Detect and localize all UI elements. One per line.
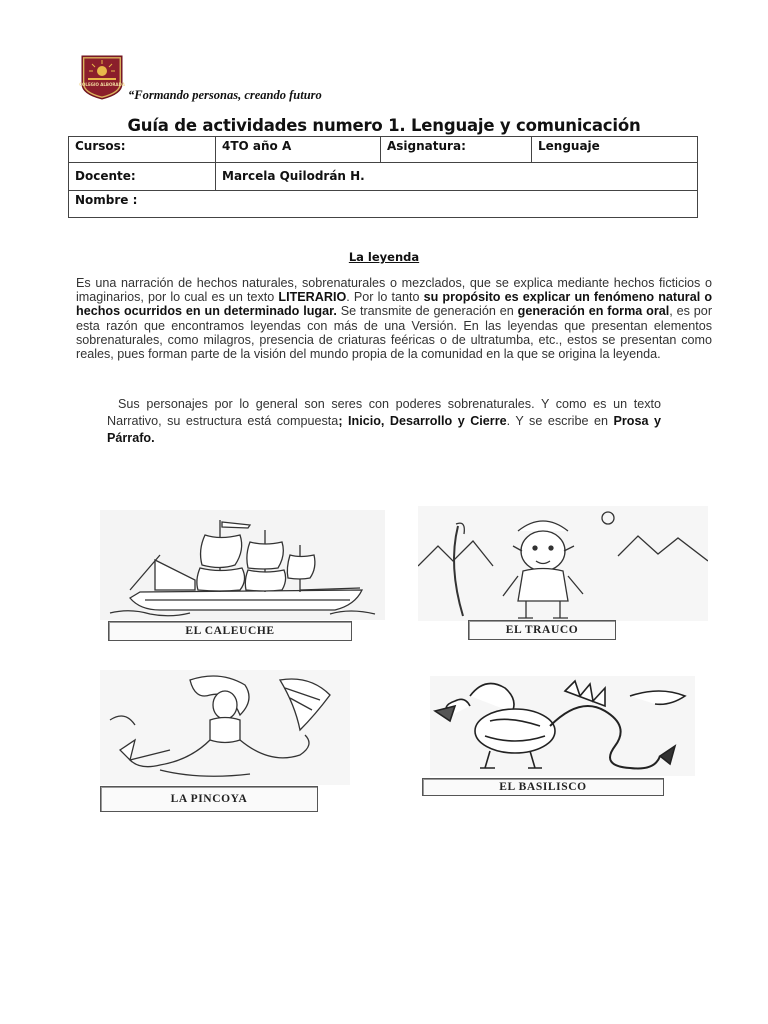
basilisco-label: EL BASILISCO — [422, 778, 664, 796]
pincoya-label: LA PINCOYA — [100, 786, 318, 812]
paragraph-characters: Sus personajes por lo general son seres con poderes sobrenaturales. Y como es un texto Narrativo, su estructura está compuesta; Inicio, Desarrollo y Cierre. Y se escribe en Prosa y Párrafo. — [107, 397, 661, 445]
svg-text:COLEGIO ALBORADA: COLEGIO ALBORADA — [79, 82, 125, 87]
asignatura-value: Lenguaje — [532, 137, 698, 163]
basilisco-illustration — [430, 676, 695, 793]
caleuche-label: EL CALEUCHE — [108, 621, 352, 641]
asignatura-label: Asignatura: — [381, 137, 532, 163]
trauco-illustration — [418, 506, 708, 636]
paragraph-definition: Es una narración de hechos naturales, sobrenaturales o mezclados, que se explica mediante hechos ficticios o imaginarios, por lo cual es un texto LITERARIO. Por lo tanto su propósito es explicar un fenómeno natural o hechos ocurridos en un determinado lugar. Se transmite de generación en generación en forma oral, es por esta razón que encontramos leyendas con más de una Versión. En las leyendas que presentan elementos sobrenaturales, como milagros, presencia de criaturas feéricas o de ultratumba, etc., estos se presentan como reales, pues forman parte de la visión del mundo propia de la comunidad en la que se origina la leyenda. — [76, 276, 713, 362]
pincoya-illustration — [100, 670, 350, 805]
caleuche-illustration — [100, 510, 385, 637]
docente-label: Docente: — [69, 163, 216, 191]
cursos-value: 4TO año A — [216, 137, 381, 163]
section-title: La leyenda — [348, 250, 420, 264]
nombre-field[interactable]: Nombre : — [69, 191, 698, 218]
school-motto: “Formando personas, creando futuro — [128, 88, 322, 102]
trauco-label: EL TRAUCO — [468, 620, 616, 640]
docente-value: Marcela Quilodrán H. — [216, 163, 698, 191]
info-table — [68, 136, 698, 218]
page-title: Guía de actividades numero 1. Lenguaje y comunicación — [127, 116, 641, 135]
cursos-label: Cursos: — [69, 137, 216, 163]
school-logo — [78, 54, 126, 100]
